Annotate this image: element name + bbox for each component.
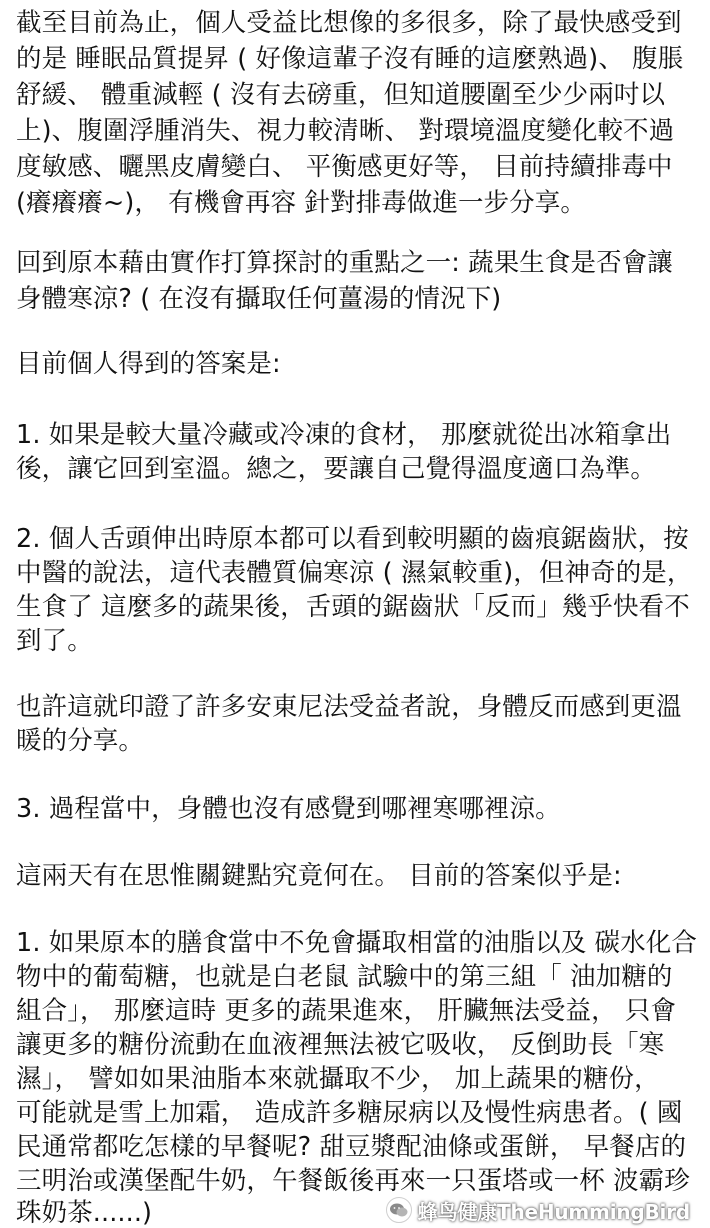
text-line: 後，讓它回到室溫。總之，要讓自己覺得溫度適口為準。 <box>16 454 657 484</box>
text-line: 讓更多的糖份流動在血液裡無法被它吸收， 反倒助長「寒 <box>16 1030 665 1060</box>
text-line: 三明治或漢堡配牛奶，午餐飯後再來一只蛋塔或一杯 波霸珍 <box>16 1166 690 1196</box>
text-line: 回到原本藉由實作打算探討的重點之一: 蔬果生食是否會讓 <box>16 248 673 278</box>
text-line: 上)、腹圍浮腫消失、視力較清晰、 對環境溫度變化較不過 <box>16 116 675 146</box>
text-line: 中醫的說法，這代表體質偏寒涼 ( 濕氣較重)，但神奇的是， <box>16 558 693 588</box>
wechat-icon <box>386 1197 412 1223</box>
text-line: 的是 睡眠品質提昇 ( 好像這輩子沒有睡的這麼熟過)、 腹脹 <box>16 44 684 74</box>
text-line: 珠奶茶......) <box>16 1198 153 1228</box>
text-line: 到了。 <box>16 626 93 656</box>
text-line: 濕」， 譬如如果油脂本來就攝取不少， 加上蔬果的糖份， <box>16 1064 660 1094</box>
text-line: 3. 過程當中，身體也沒有感覺到哪裡寒哪裡涼。 <box>16 794 561 824</box>
text-line: 也許這就印證了許多安東尼法受益者說，身體反而感到更溫 <box>16 692 682 722</box>
text-line: 可能就是雪上加霜， 造成許多糖尿病以及慢性病患者。( 國 <box>16 1098 683 1128</box>
text-line: 組合」， 那麼這時 更多的蔬果進來， 肝臟無法受益， 只會 <box>16 996 677 1026</box>
watermark <box>382 1196 694 1224</box>
text-line: 度敏感、曬黑皮膚變白、 平衡感更好等， 目前持續排毒中 <box>16 152 673 182</box>
text-line: 生食了 這麼多的蔬果後，舌頭的鋸齒狀「反而」幾乎快看不 <box>16 592 690 622</box>
text-line: 目前個人得到的答案是: <box>16 349 281 379</box>
text-line: 身體寒涼? ( 在沒有攝取任何薑湯的情況下) <box>16 284 502 314</box>
text-line: 1. 如果原本的膳食當中不免會攝取相當的油脂以及 碳水化合 <box>16 928 697 958</box>
text-line: (癢癢癢~)， 有機會再容 針對排毒做進一步分享。 <box>16 188 586 218</box>
text-line: 暖的分享。 <box>16 726 145 756</box>
watermark-text: 蜂鸟健康TheHummingBird <box>417 1199 690 1224</box>
text-line: 舒緩、 體重減輕 ( 沒有去磅重，但知道腰圍至少少兩吋以 <box>16 80 666 110</box>
text-line: 這兩天有在思惟關鍵點究竟何在。 目前的答案似乎是: <box>16 861 622 891</box>
text-line: 民通常都吃怎樣的早餐呢? 甜豆漿配油條或蛋餅， 早餐店的 <box>16 1132 687 1162</box>
text-line: 物中的葡萄糖，也就是白老鼠 試驗中的第三組「 油加糖的 <box>16 962 673 992</box>
text-line: 截至目前為止，個人受益比想像的多很多，除了最快感受到 <box>16 8 682 38</box>
text-line: 1. 如果是較大量冷藏或冷凍的食材， 那麼就從出冰箱拿出 <box>16 420 672 450</box>
text-line: 2. 個人舌頭伸出時原本都可以看到較明顯的齒痕鋸齒狀，按 <box>16 524 689 554</box>
